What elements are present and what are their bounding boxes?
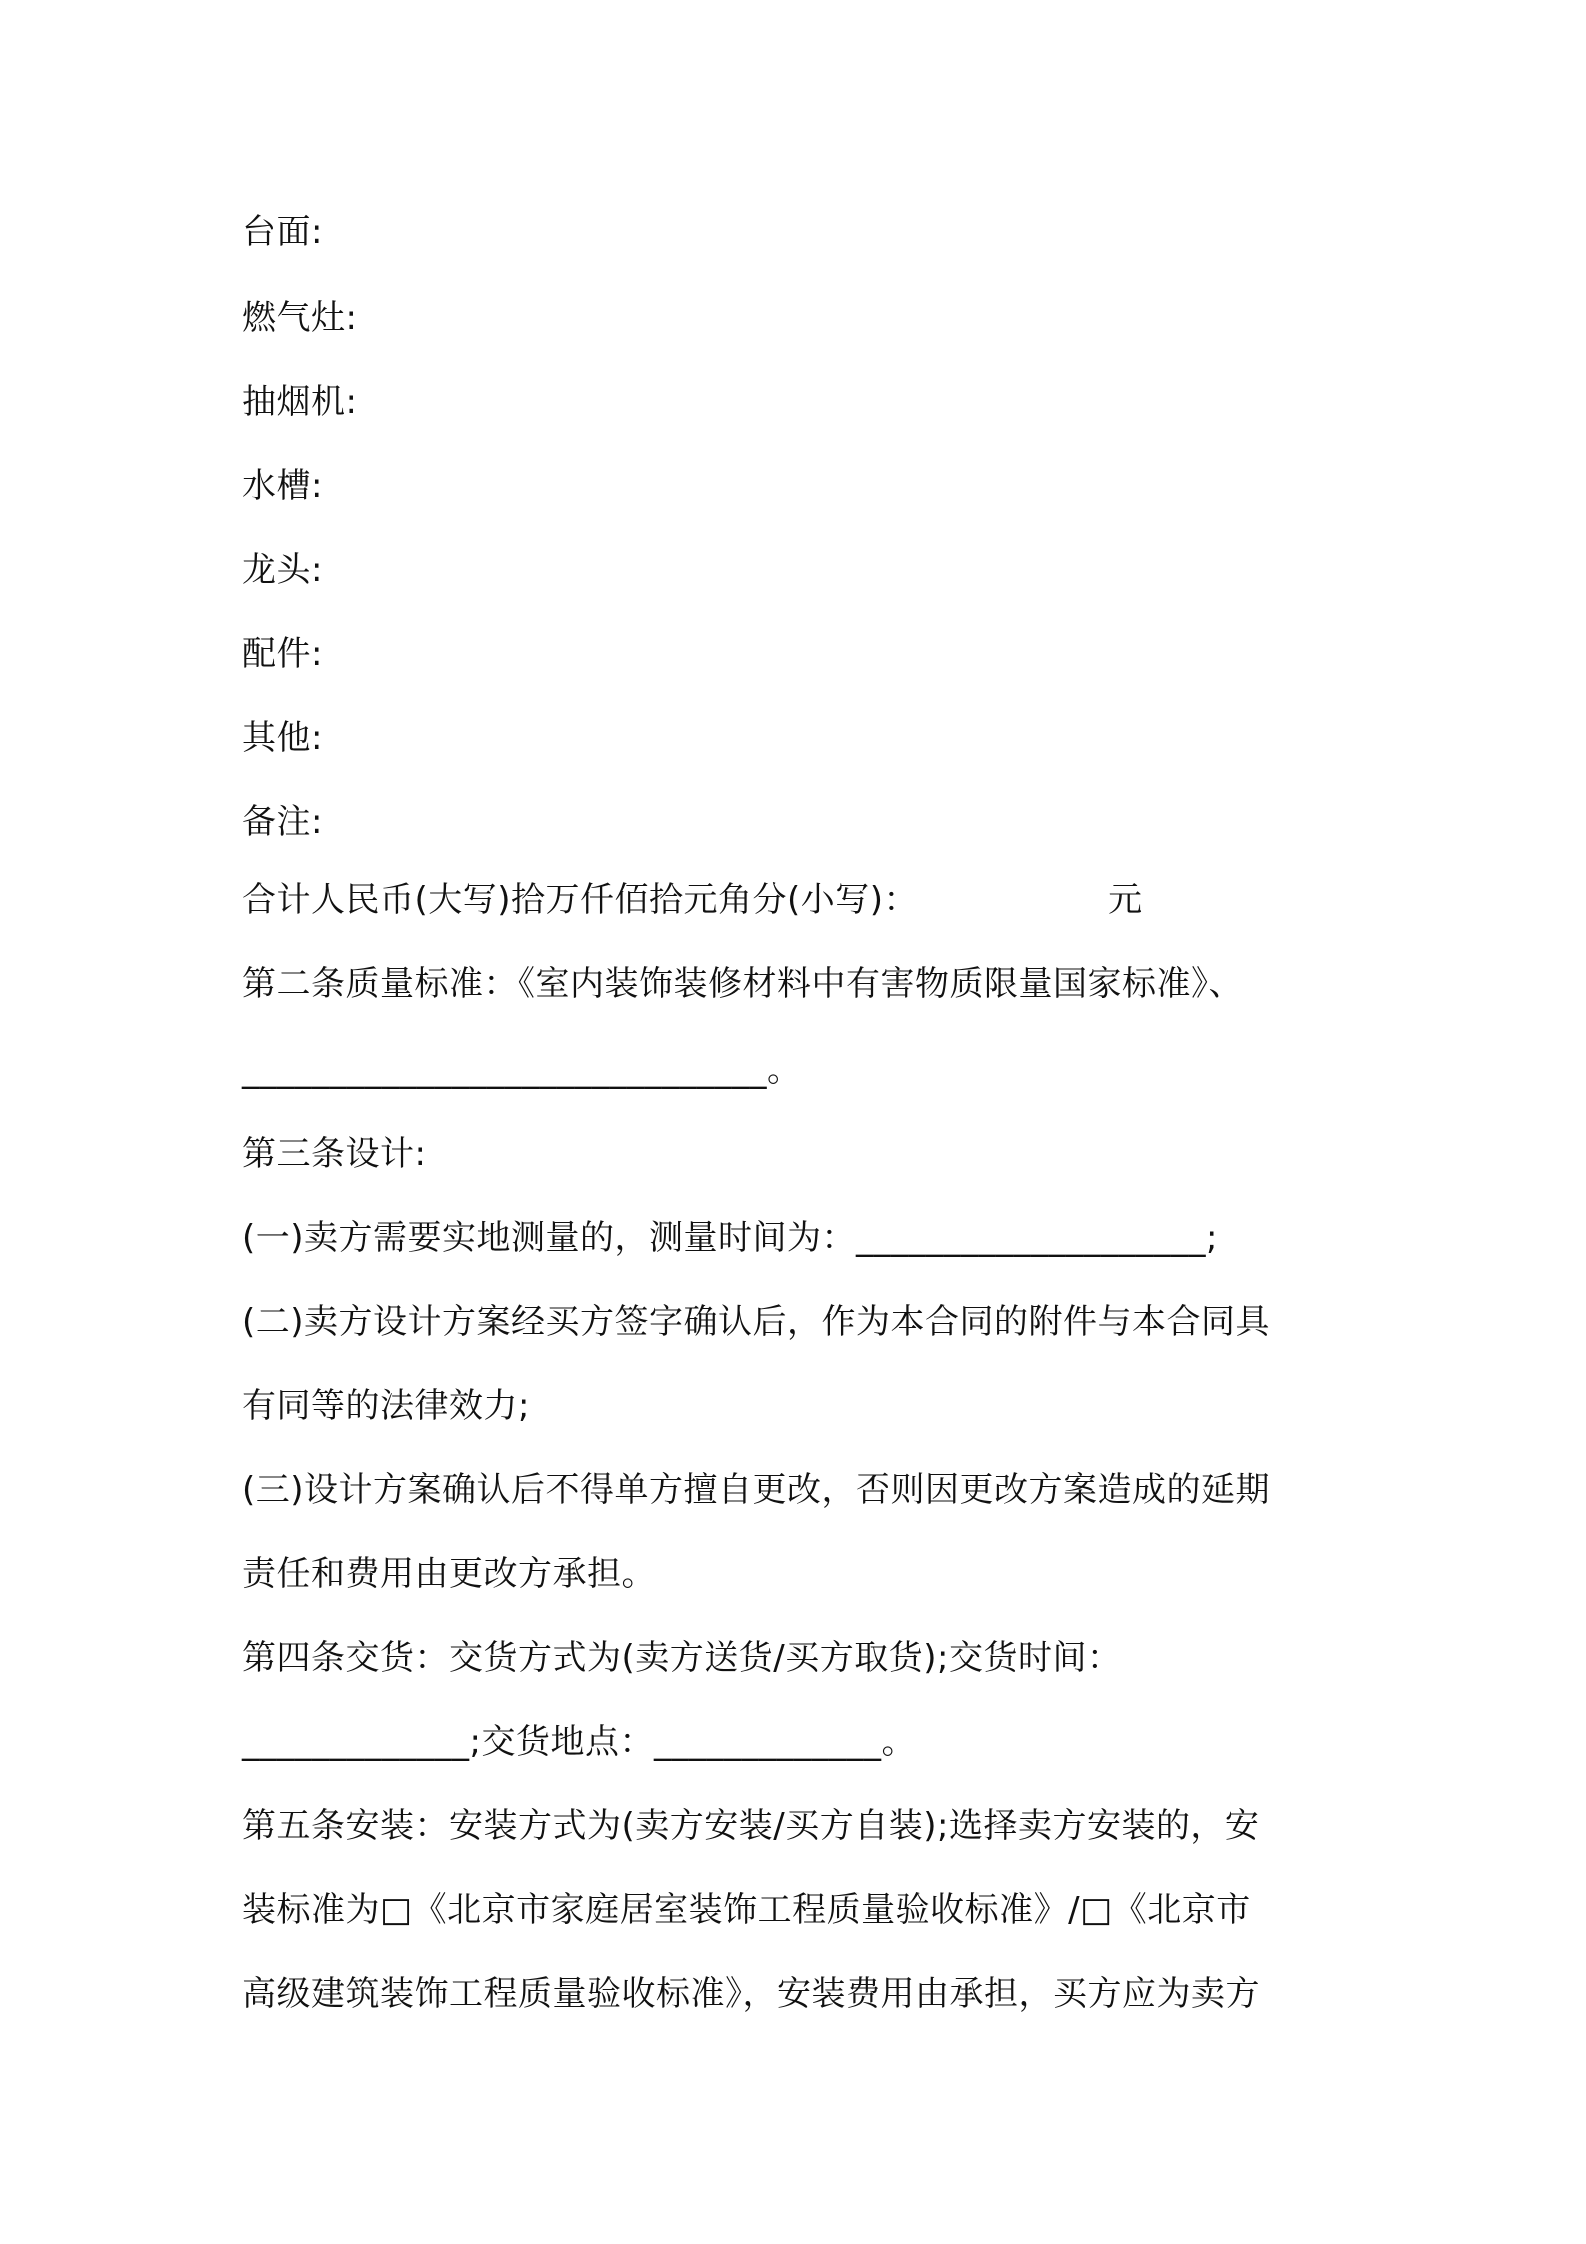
field-sink: 水槽:	[242, 466, 323, 506]
field-countertop: 台面:	[242, 212, 323, 252]
article-4-delivery: 第四条交货：交货方式为(卖方送货/买方取货);交货时间：	[242, 1638, 1122, 1678]
article-5-installation: 第五条安装：安装方式为(卖方安装/买方自装);选择卖方安装的，安	[242, 1806, 1260, 1846]
article-5-installation-cont-1: 装标准为□《北京市家庭居室装饰工程质量验收标准》/□《北京市	[242, 1890, 1251, 1930]
article-4-delivery-cont: _____________;交货地点：_____________。	[242, 1722, 916, 1762]
article-3-item-2-cont: 有同等的法律效力;	[242, 1386, 530, 1426]
article-2-blank-line: ______________________________。	[242, 1050, 802, 1090]
total-amount-line	[242, 878, 1143, 922]
field-other: 其他:	[242, 718, 323, 758]
article-3-item-3-cont: 责任和费用由更改方承担。	[242, 1554, 656, 1594]
total-amount-label: 合计人民币(大写)拾万仟佰拾元角分(小写)：	[242, 880, 919, 920]
field-accessories: 配件:	[242, 634, 323, 674]
field-gas-stove: 燃气灶:	[242, 298, 358, 338]
article-3-heading: 第三条设计:	[242, 1134, 427, 1174]
article-5-installation-cont-2: 高级建筑装饰工程质量验收标准》，安装费用由承担，买方应为卖方	[242, 1974, 1260, 2014]
article-3-item-1: (一)卖方需要实地测量的，测量时间为：____________________;	[242, 1218, 1218, 1258]
total-amount-unit: 元	[1108, 880, 1143, 920]
field-faucet: 龙头:	[242, 550, 323, 590]
article-3-item-2: (二)卖方设计方案经买方签字确认后，作为本合同的附件与本合同具	[242, 1302, 1271, 1342]
article-3-item-3: (三)设计方案确认后不得单方擅自更改，否则因更改方案造成的延期	[242, 1470, 1271, 1510]
article-2-quality-standard: 第二条质量标准：《室内装饰装修材料中有害物质限量国家标准》、	[242, 964, 1243, 1004]
field-range-hood: 抽烟机:	[242, 382, 358, 422]
field-remarks: 备注:	[242, 802, 323, 842]
